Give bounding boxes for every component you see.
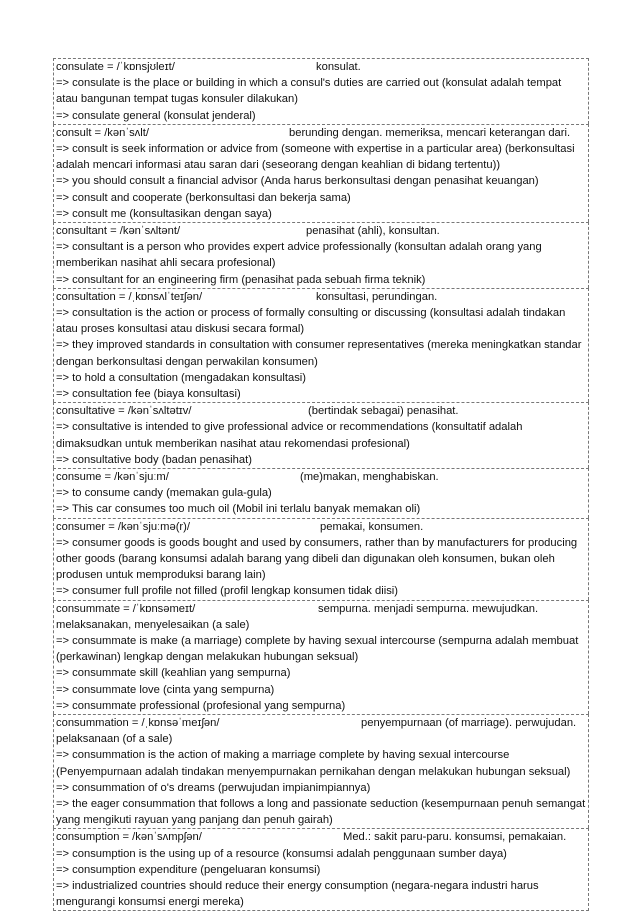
entry-line: => industrialized countries should reduce their energy consumption (negara-negara industri harus mengurangi konsumsi energi mereka) — [56, 880, 539, 909]
entry-headword: consulate = /ˈkɒnsjʊleɪt/ — [56, 61, 175, 73]
entry-line: => consulate general (konsulat jenderal) — [56, 109, 256, 122]
entry-headword: consummate = /ˈkɒnsəmeɪt/ — [56, 602, 196, 615]
entry-line: => consumer goods is goods bought and used by consumers, rather than by manufacturers for producing other goods (barang konsumsi adalah barang yang dibeli dan digunakan oleh konsumen, bukan oleh produsen untuk memproduksi barang lain) — [56, 536, 578, 582]
entry-line: => consultant is a person who provides expert advice professionally (konsultan adalah orang yang memberikan nasihat ahli secara profesional) — [56, 241, 542, 270]
entry-line: => consult me (konsultasikan dengan saya) — [56, 207, 272, 220]
entry-meaning: sempurna. menjadi sempurna. mewujudkan. — [318, 602, 539, 615]
entry-line: => consult is seek information or advice from (someone with expertise in a particular area) (berkonsultasi adalah mencari informasi atau saran dari (seseorang dengan keahlian di bidang tertentu)) — [56, 142, 575, 172]
entry-meaning: penyempurnaan (of marriage). perwujudan. — [361, 717, 577, 729]
entry-line: => consultative is intended to give professional advice or recommendations (konsultatif adalah dimaksudkan untuk memberikan nasihat atau rekomendasi profesional) — [56, 421, 523, 450]
dictionary-entry — [53, 402, 589, 468]
dictionary-entry — [53, 600, 589, 714]
entry-headword: consumer = /kənˈsjuːmə(r)/ — [56, 520, 190, 533]
entry-line: => consummate is make (a marriage) complete by having sexual intercourse (sempurna adalah membuat (perkawinan) lengkap dengan melakukan hubungan seksual) — [56, 634, 579, 664]
entry-line: => consultant for an engineering firm (penasihat pada sebuah firma teknik) — [56, 273, 426, 286]
entry-head — [56, 403, 586, 419]
entry-line: => consulate is the place or building in which a consul's duties are carried out (konsulat adalah tempat atau bangunan tempat tugas konsuler dilakukan) — [56, 77, 562, 106]
dictionary-entry — [53, 518, 589, 600]
entry-meaning: Med.: sakit paru-paru. konsumsi, pemakaian. — [343, 831, 567, 844]
entry-line: => consultative body (badan penasihat) — [56, 453, 252, 466]
entry-headword: consume = /kənˈsjuːm/ — [56, 471, 169, 483]
dictionary-entry — [53, 58, 589, 124]
entry-line: melaksanakan, menyelesaikan (a sale) — [56, 618, 250, 631]
entry-head — [56, 289, 586, 305]
dictionary-entry — [53, 222, 589, 288]
entry-line: => consumption expenditure (pengeluaran konsumsi) — [56, 863, 321, 876]
entry-line: => consummate love (cinta yang sempurna) — [56, 683, 275, 696]
entry-line: => consummation is the action of making a marriage complete by having sexual intercourse (Penyempurnaan adalah tindakan menyempurnakan pernikahan dengan melakukan hubungan seksual) — [56, 749, 571, 778]
entry-line: => consummate professional (profesional yang sempurna) — [56, 699, 346, 712]
entry-line: pelaksanaan (of a sale) — [56, 733, 173, 746]
entry-meaning: konsultasi, perundingan. — [316, 290, 438, 303]
entry-head — [56, 125, 586, 141]
entry-headword: consultant = /kənˈsʌltənt/ — [56, 225, 181, 237]
entry-line: => you should consult a financial advisor (Anda harus berkonsultasi dengan penasihat keuangan) — [56, 175, 539, 188]
entry-meaning: (me)makan, menghabiskan. — [300, 471, 439, 483]
entry-line: => to consume candy (memakan gula-gula) — [56, 487, 272, 500]
entry-line: => consultation is the action or process of formally consulting or discussing (konsultasi adalah tindakan atau proses konsultasi atau diskusi secara formal) — [56, 306, 566, 336]
entry-headword: consummation = /ˌkɒnsəˈmeɪʃən/ — [56, 717, 220, 729]
dictionary-page — [53, 58, 589, 911]
entry-line: => consult and cooperate (berkonsultasi dan bekerja sama) — [56, 191, 351, 204]
entry-meaning: berunding dengan. memeriksa, mencari keterangan dari. — [289, 126, 571, 139]
entry-line: => to hold a consultation (mengadakan konsultasi) — [56, 371, 307, 384]
dictionary-entry — [53, 468, 589, 518]
entry-line: => consumption is the using up of a resource (konsumsi adalah penggunaan sumber daya) — [56, 847, 507, 860]
entry-line: => the eager consummation that follows a long and passionate seduction (kesempurnaan penuh semangat yang mengikuti rayuan yang panjang dan penuh gairah) — [56, 798, 586, 827]
entry-head — [56, 59, 586, 75]
entry-line: => This car consumes too much oil (Mobil ini terlalu banyak memakan oli) — [56, 503, 421, 516]
entry-head — [56, 715, 586, 731]
dictionary-entry — [53, 714, 589, 828]
entry-head — [56, 223, 586, 239]
dictionary-entry — [53, 124, 589, 222]
entry-line: => consumer full profile not filled (profil lengkap konsumen tidak diisi) — [56, 585, 399, 598]
entry-meaning: pemakai, konsumen. — [320, 520, 424, 533]
entry-head — [56, 519, 586, 535]
entry-head — [56, 601, 586, 617]
entry-line: => consummate skill (keahlian yang sempurna) — [56, 667, 291, 680]
entry-headword: consultative = /kənˈsʌltətɪv/ — [56, 405, 192, 418]
entry-meaning: penasihat (ahli), konsultan. — [306, 225, 440, 237]
entry-headword: consult = /kənˈsʌlt/ — [56, 126, 149, 139]
entry-line: => they improved standards in consultation with consumer representatives (mereka meningkatkan standar dengan berkonsultasi dengan perwakilan konsumen) — [56, 339, 582, 368]
entry-head — [56, 829, 586, 845]
entry-line: => consultation fee (biaya konsultasi) — [56, 388, 241, 400]
entry-headword: consumption = /kənˈsʌmpʃən/ — [56, 831, 202, 844]
entry-head — [56, 469, 586, 485]
dictionary-entry — [53, 288, 589, 402]
entry-headword: consultation = /ˌkɒnsʌlˈteɪʃən/ — [56, 290, 203, 303]
dictionary-entry — [53, 828, 589, 911]
entry-meaning: konsulat. — [316, 61, 361, 73]
entry-meaning: (bertindak sebagai) penasihat. — [308, 405, 459, 418]
entry-line: => consummation of o's dreams (perwujudan impianimpiannya) — [56, 781, 371, 794]
